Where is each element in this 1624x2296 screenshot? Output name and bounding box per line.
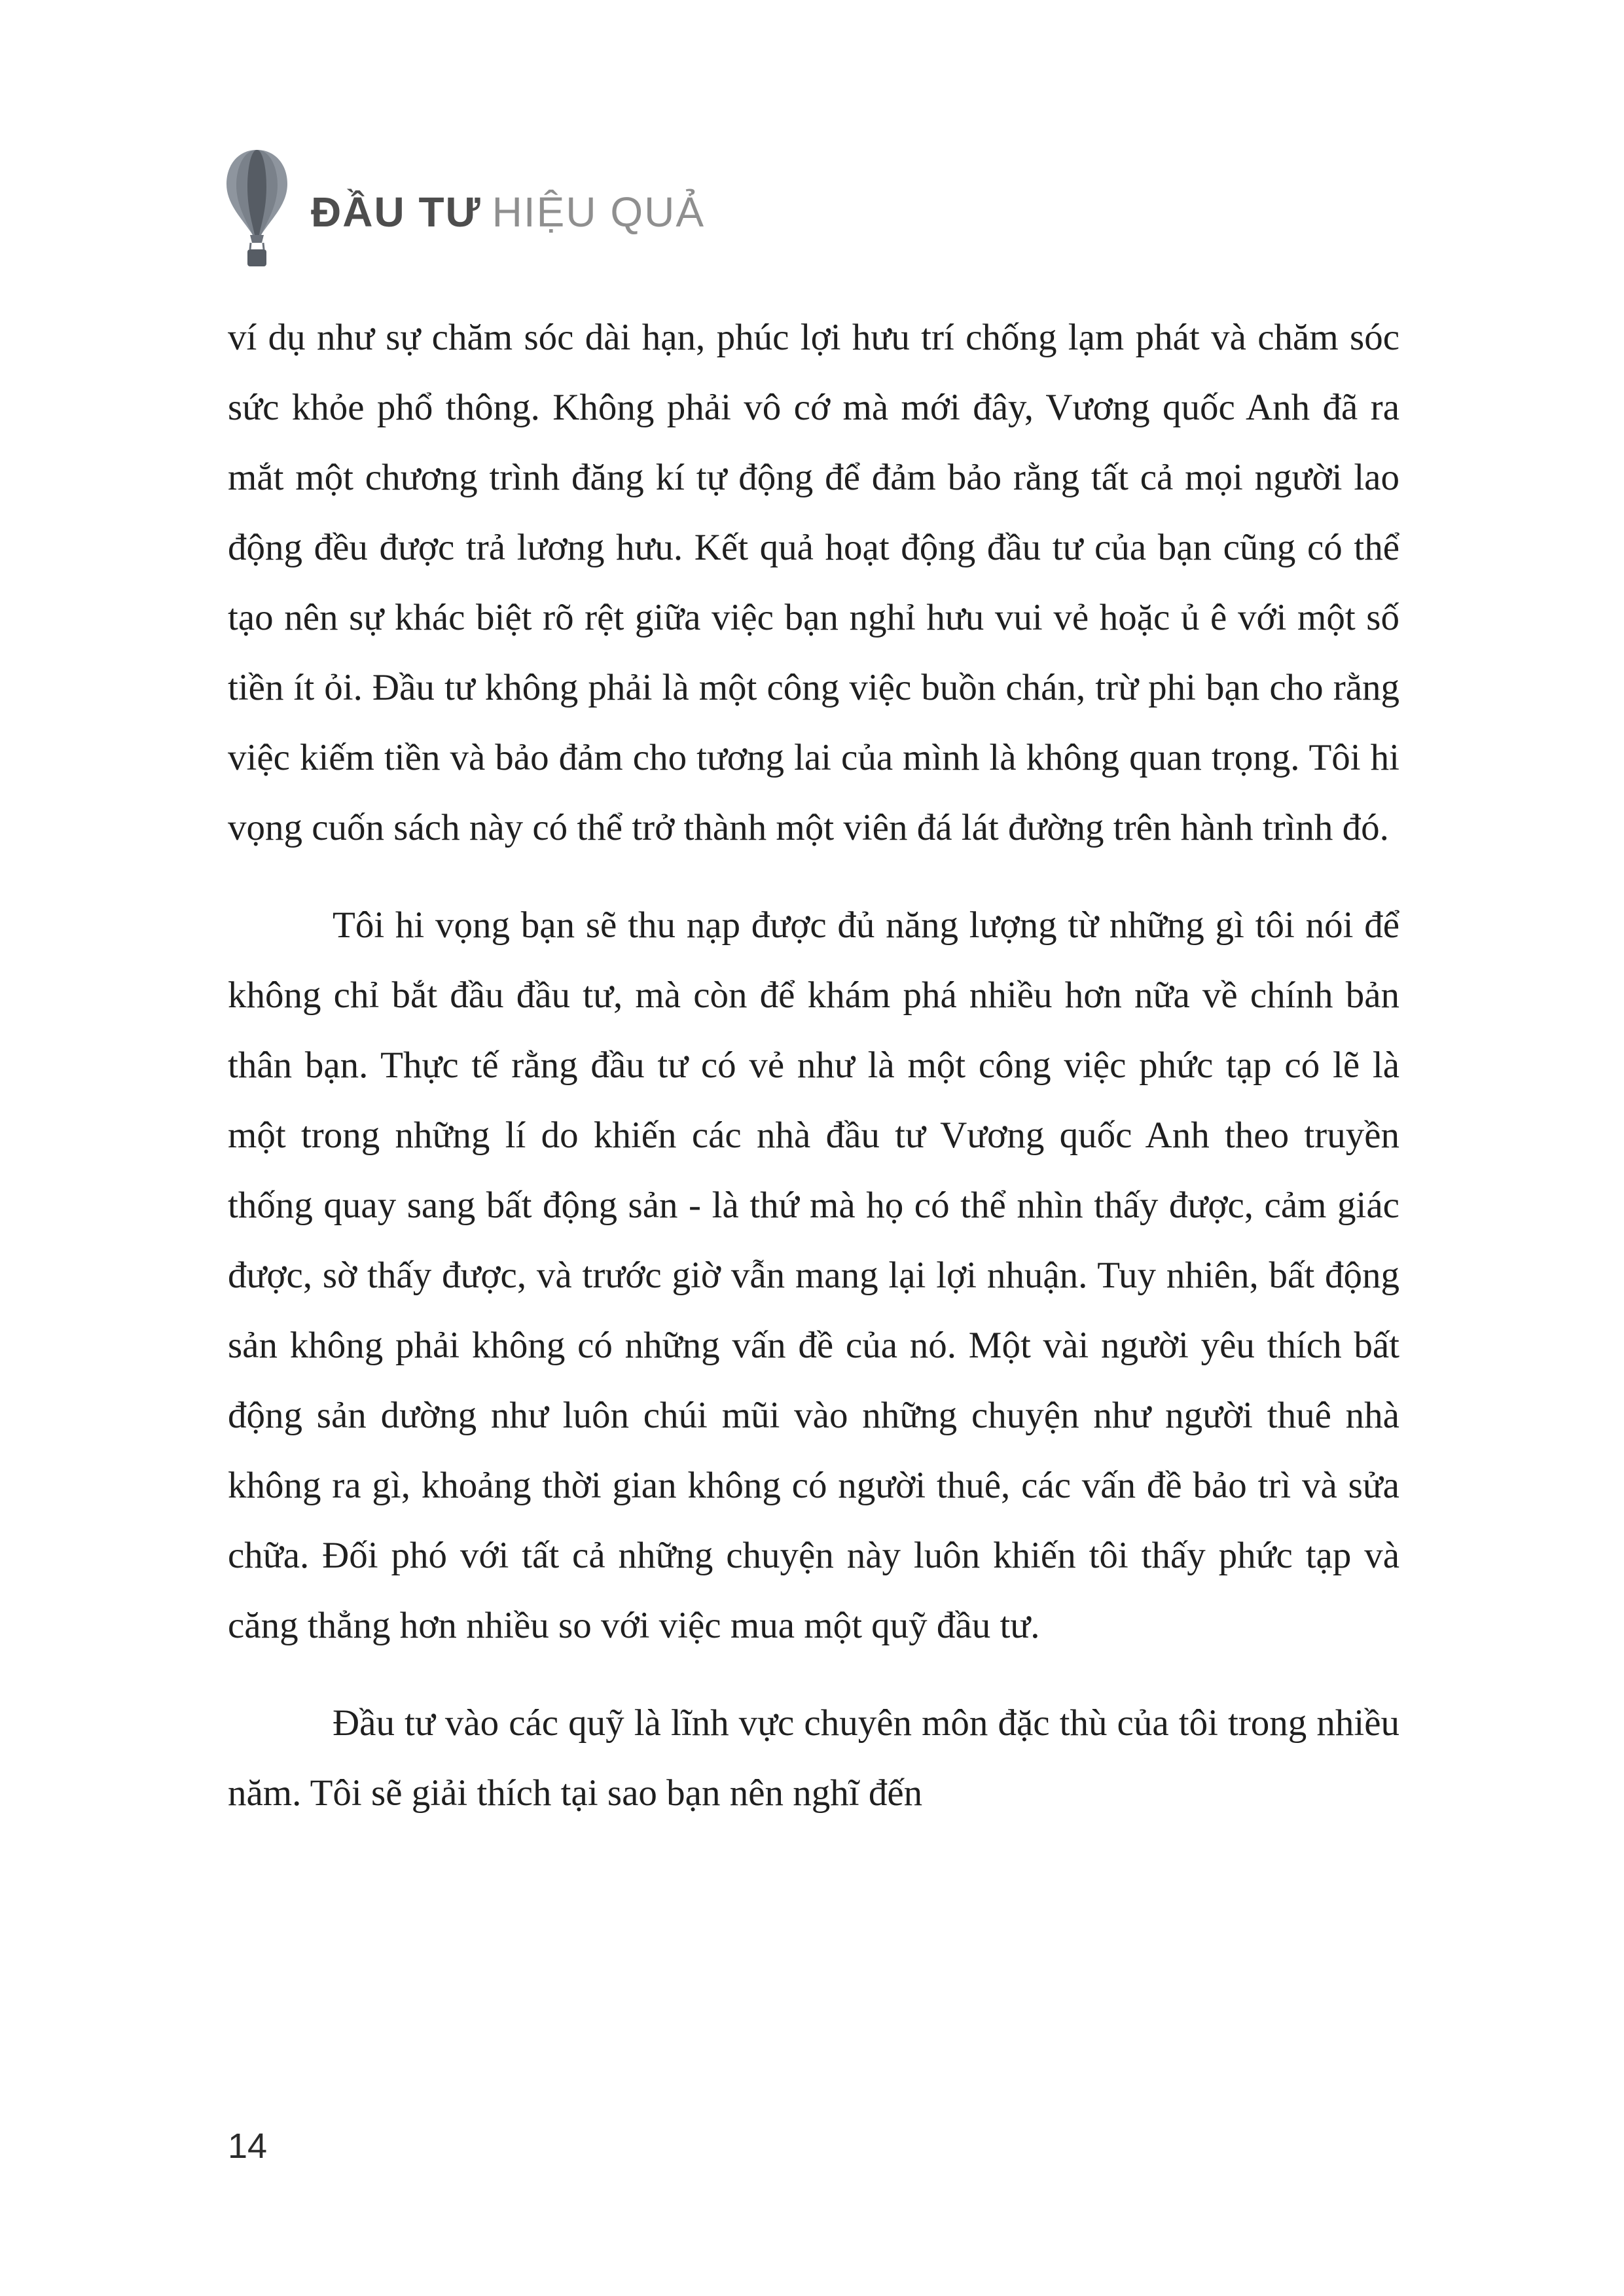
paragraph-2: Tôi hi vọng bạn sẽ thu nạp được đủ năng lượng từ những gì tôi nói để không chỉ bắt đầu đầu tư, mà còn để khám phá nhiều hơn nữa về chính bản thân bạn. Thực tế rằng đầu tư có vẻ như là một công việc phức tạp có lẽ là một trong những lí do khiến các nhà đầu tư Vương quốc Anh theo truyền thống quay sang bất động sản - là thứ mà họ có thể nhìn thấy được, cảm giác được, sờ thấy được, và trước giờ vẫn mang lại lợi nhuận. Tuy nhiên, bất động sản không phải không có những vấn đề của nó. Một vài người yêu thích bất động sản dường như luôn chúi mũi vào những chuyện như người thuê nhà không ra gì, khoảng thời gian không có người thuê, các vấn đề bảo trì và sửa chữa. Đối phó với tất cả những chuyện này luôn khiến tôi thấy phức tạp và căng thẳng hơn nhiều so với việc mua một quỹ đầu tư. <box>228 905 1399 1646</box>
page-header <box>223 147 705 272</box>
paragraph-3: Đầu tư vào các quỹ là lĩnh vực chuyên môn đặc thù của tôi trong nhiều năm. Tôi sẽ giải thích tại sao bạn nên nghĩ đến <box>228 1702 1399 1814</box>
book-title-main: ĐẦU TƯ <box>311 188 482 236</box>
book-title-sub: HIỆU QUẢ <box>492 188 705 236</box>
body-text <box>228 302 1399 1856</box>
book-title <box>311 188 705 236</box>
page-number: 14 <box>228 2126 268 2166</box>
paragraph-1: ví dụ như sự chăm sóc dài hạn, phúc lợi hưu trí chống lạm phát và chăm sóc sức khỏe phổ thông. Không phải vô cớ mà mới đây, Vương quốc Anh đã ra mắt một chương trình đăng kí tự động để đảm bảo rằng tất cả mọi người lao động đều được trả lương hưu. Kết quả hoạt động đầu tư của bạn cũng có thể tạo nên sự khác biệt rõ rệt giữa việc bạn nghỉ hưu vui vẻ hoặc ủ ê với một số tiền ít ỏi. Đầu tư không phải là một công việc buồn chán, trừ phi bạn cho rằng việc kiếm tiền và bảo đảm cho tương lai của mình là không quan trọng. Tôi hi vọng cuốn sách này có thể trở thành một viên đá lát đường trên hành trình đó. <box>228 317 1399 848</box>
hot-air-balloon-icon <box>223 147 291 272</box>
